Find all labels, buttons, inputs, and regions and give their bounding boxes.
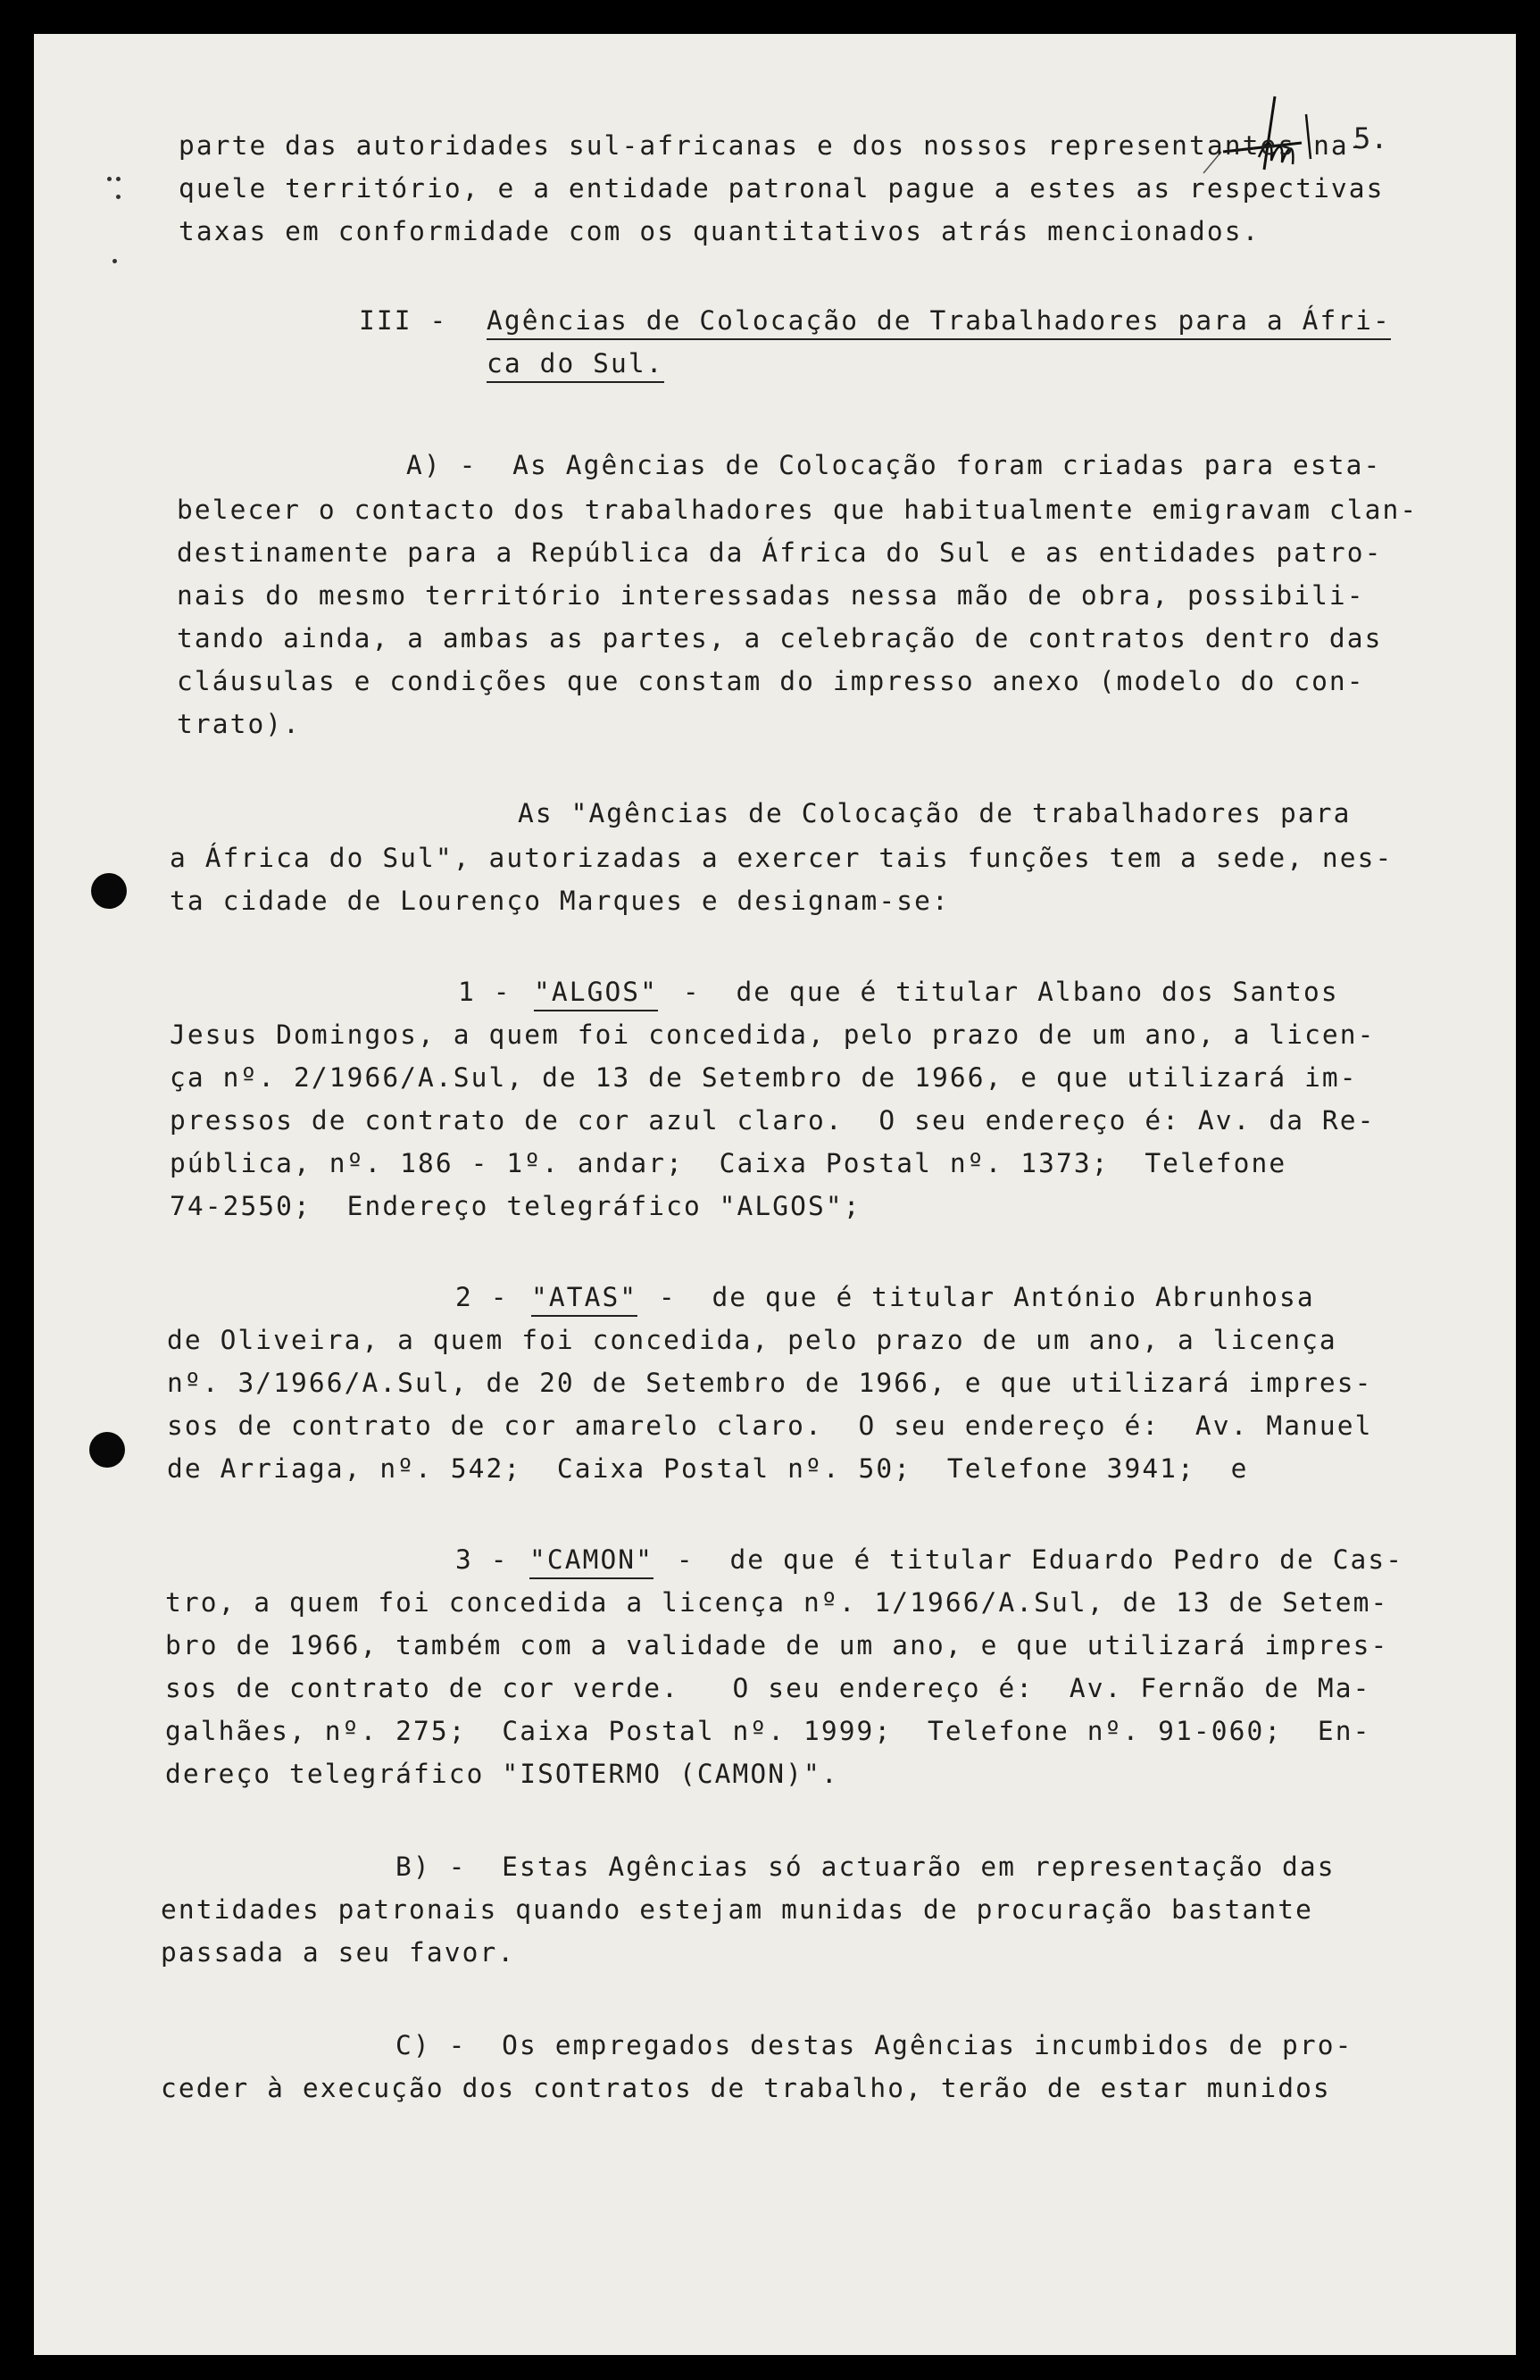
text-line: de Arriaga, nº. 542; Caixa Postal nº. 50; Telefone 3941; e	[167, 1453, 1249, 1484]
text-line: quele território, e a entidade patronal pague a estes as respectivas	[179, 173, 1385, 204]
underlined-text: "CAMON"	[529, 1544, 653, 1579]
text-line: Jesus Domingos, a quem foi concedida, pelo prazo de um ano, a licen-	[170, 1019, 1376, 1050]
text-line: entidades patronais quando estejam munidas de procuração bastante	[161, 1894, 1313, 1925]
punch-hole	[91, 873, 127, 909]
margin-mark	[116, 195, 121, 199]
margin-mark	[112, 259, 117, 263]
text-line: III -	[359, 305, 448, 336]
text-line: taxas em conformidade com os quantitativos atrás mencionados.	[179, 216, 1261, 246]
text-line: A) - As Agências de Colocação foram criadas para esta-	[406, 450, 1382, 480]
text-line: de Oliveira, a quem foi concedida, pelo prazo de um ano, a licença	[167, 1325, 1337, 1355]
text-line: trato).	[177, 709, 302, 739]
text-line: cláusulas e condições que constam do impresso anexo (modelo do con-	[177, 666, 1365, 696]
text-line: belecer o contacto dos trabalhadores que habitualmente emigravam clan-	[177, 495, 1419, 525]
text-line: pressos de contrato de cor azul claro. O seu endereço é: Av. da Re-	[170, 1105, 1376, 1136]
text-line: tro, a quem foi concedida a licença nº. 1/1966/A.Sul, de 13 de Setem-	[165, 1587, 1389, 1618]
text-line: - de que é titular Eduardo Pedro de Cas-	[659, 1544, 1404, 1575]
text-line: nais do mesmo território interessadas nessa mão de obra, possibili-	[177, 580, 1365, 611]
underlined-text: "ATAS"	[531, 1282, 637, 1317]
text-line: destinamente para a República da África do Sul e as entidades patro-	[177, 537, 1383, 568]
text-line: - de que é titular Albano dos Santos	[665, 977, 1339, 1007]
text-line: pública, nº. 186 - 1º. andar; Caixa Postal nº. 1373; Telefone	[170, 1148, 1287, 1178]
text-line: - de que é titular António Abrunhosa	[641, 1282, 1315, 1312]
text-line: dereço telegráfico "ISOTERMO (CAMON)".	[165, 1759, 839, 1789]
text-line: nº. 3/1966/A.Sul, de 20 de Setembro de 1966, e que utilizará impres-	[167, 1368, 1373, 1398]
text-line: 74-2550; Endereço telegráfico "ALGOS";	[170, 1191, 862, 1221]
document-page	[34, 34, 1516, 2355]
punch-hole	[89, 1432, 125, 1468]
page-number: 5.	[1353, 121, 1388, 155]
text-line: As "Agências de Colocação de trabalhadores para	[518, 798, 1352, 828]
text-line: bro de 1966, também com a validade de um ano, e que utilizará impres-	[165, 1630, 1389, 1660]
underlined-text: "ALGOS"	[534, 977, 658, 1011]
text-line: galhães, nº. 275; Caixa Postal nº. 1999; Telefone nº. 91-060; En-	[165, 1716, 1371, 1746]
text-line: ta cidade de Lourenço Marques e designam-se:	[170, 886, 950, 916]
text-line: ça nº. 2/1966/A.Sul, de 13 de Setembro de 1966, e que utilizará im-	[170, 1062, 1358, 1093]
text-line: B) - Estas Agências só actuarão em representação das	[395, 1852, 1336, 1882]
text-line: passada a seu favor.	[161, 1937, 516, 1968]
text-line: sos de contrato de cor amarelo claro. O seu endereço é: Av. Manuel	[167, 1411, 1373, 1441]
text-line: 1 -	[458, 977, 512, 1007]
text-line: a África do Sul", autorizadas a exercer tais funções tem a sede, nes-	[170, 843, 1394, 873]
text-line: ceder à execução dos contratos de trabalho, terão de estar munidos	[161, 2073, 1331, 2103]
text-line: tando ainda, a ambas as partes, a celebração de contratos dentro das	[177, 623, 1383, 653]
text-line: 2 -	[455, 1282, 509, 1312]
margin-mark	[116, 177, 121, 181]
text-line: C) - Os empregados destas Agências incumbidos de pro-	[395, 2030, 1353, 2060]
text-line: parte das autoridades sul-africanas e dos nossos representantes na-	[179, 130, 1367, 161]
text-line: sos de contrato de cor verde. O seu endereço é: Av. Fernão de Ma-	[165, 1673, 1371, 1703]
margin-mark	[107, 177, 112, 181]
underlined-text: Agências de Colocação de Trabalhadores para a Áfri-	[487, 305, 1391, 340]
text-line: 3 -	[455, 1544, 509, 1575]
underlined-text: ca do Sul.	[487, 348, 664, 383]
